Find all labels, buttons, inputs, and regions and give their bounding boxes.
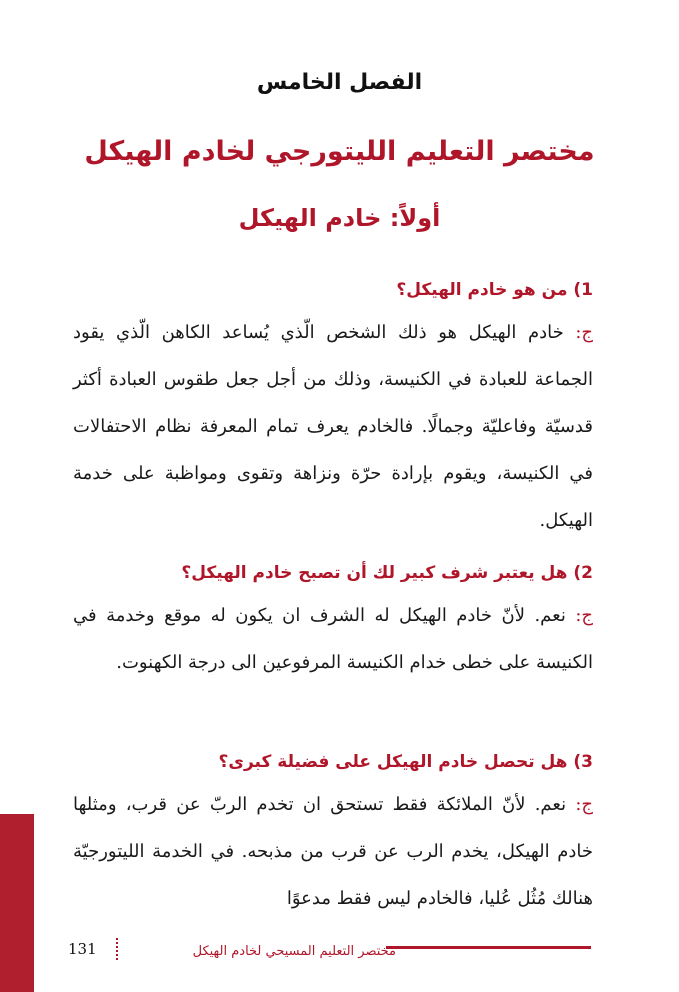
section-title: أولاً: خادم الهيكل	[238, 204, 441, 232]
question-1: 1) من هو خادم الهيكل؟	[396, 280, 593, 300]
footer-separator	[116, 938, 118, 960]
answer-label: ج:	[575, 322, 593, 343]
answer-text: نعم. لأنّ الملائكة فقط تستحق ان تخدم الربّ عن قرب، ومثلها خادم الهيكل، يخدم الرب عن قرب من مذبحه. في الخدمة الليتورجيّة هنالك مُثُل عُليا، فالخادم ليس فقط مدعوًا	[73, 794, 593, 909]
answer-label: ج:	[575, 605, 593, 626]
page-number: 131	[68, 940, 97, 958]
answer-2	[73, 592, 593, 686]
chapter-heading: الفصل الخامس	[256, 70, 423, 95]
page-title: مختصر التعليم الليتورجي لخادم الهيكل	[84, 136, 595, 167]
footer-rule	[386, 946, 591, 949]
answer-text: خادم الهيكل هو ذلك الشخص الّذي يُساعد الكاهن الّذي يقود الجماعة للعبادة في الكنيسة، وذلك من أجل جعل طقوس العبادة أكثر قدسيّة وفاعليّة وجمالًا. فالخادم يعرف تمام المعرفة نظام الاحتفالات في الكنيسة، ويقوم بإرادة حرّة ونزاهة وتقوى ومواظبة على خدمة الهيكل.	[73, 322, 593, 531]
side-color-tab	[0, 814, 34, 992]
answer-text: نعم. لأنّ خادم الهيكل له الشرف ان يكون له موقع وخدمة في الكنيسة على خطى خدام الكنيسة المرفوعين الى درجة الكهنوت.	[73, 605, 593, 673]
question-2: 2) هل يعتبر شرف كبير لك أن تصبح خادم الهيكل؟	[181, 563, 593, 583]
answer-1	[73, 309, 593, 544]
question-3: 3) هل تحصل خادم الهيكل على فضيلة كبرى؟	[218, 752, 593, 772]
answer-3	[73, 781, 593, 922]
footer-book-title: مختصر التعليم المسيحي لخادم الهيكل	[192, 944, 396, 959]
answer-label: ج:	[575, 794, 593, 815]
